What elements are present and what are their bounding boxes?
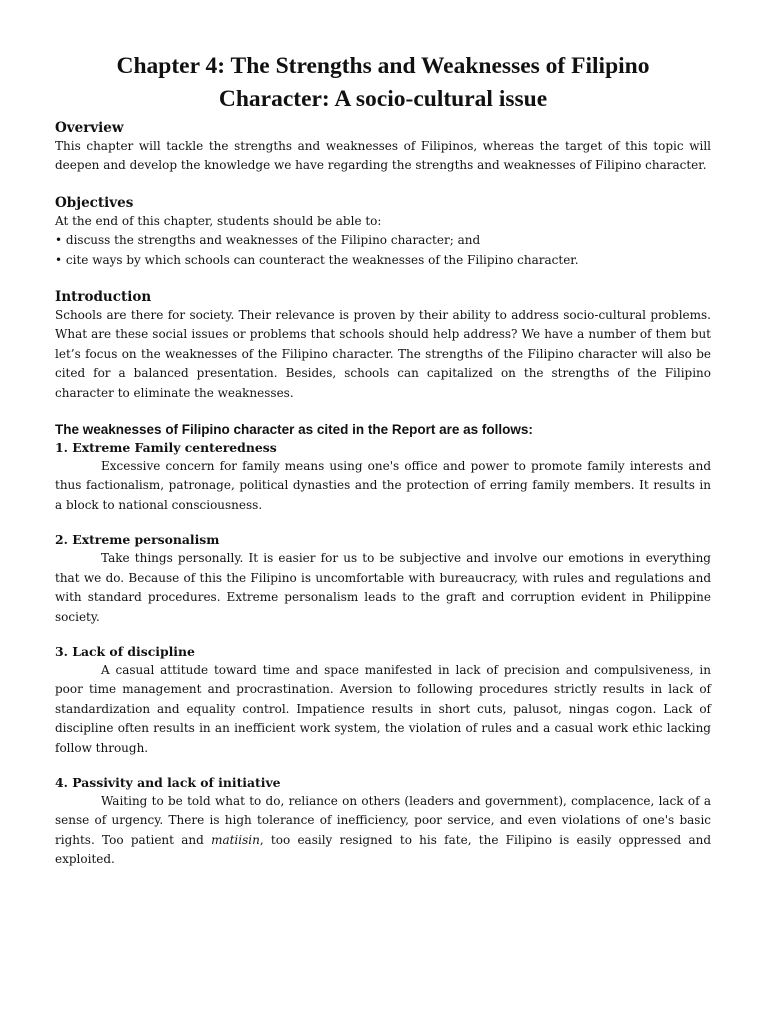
chapter-title [55,50,711,116]
weakness-text-part: , too easily resigned to his fate, the Filipino is easily oppressed and exploited. [55,832,712,867]
introduction-heading: Introduction [55,289,152,306]
introduction-text: Schools are there for society. Their relevance is proven by their ability to address socio-cultural problems. What are these social issues or problems that schools should help address? We have a number of them but let’s focus on the weaknesses of the Filipino character. The strengths of the Filipino character will also be cited for a balanced presentation. Besides, schools can capitalized on the strengths of the Filipino character to eliminate the weaknesses. [55,308,711,400]
weaknesses-heading: The weaknesses of Filipino character as cited in the Report are as follows: [55,422,533,438]
weakness-text: A casual attitude toward time and space manifested in lack of precision and compulsiveness, in poor time management and procrastination. Aversion to following procedures strictly results in lack of standardization and equality control. Impatience results in short cuts, palusot, ningas cogon. Lack of discipline often results in an inefficient work system, the violation of rules and a casual work ethic lacking follow through. [55,662,711,755]
weakness-title: 2. Extreme personalism [55,532,220,548]
overview-section [55,119,711,176]
objectives-heading: Objectives [55,194,134,211]
objective-item: • cite ways by which schools can counteract the weaknesses of the Filipino character. [55,252,579,267]
objectives-intro: At the end of this chapter, students should be able to: [55,213,382,228]
objectives-section [55,194,711,270]
weakness-text [55,792,711,870]
weakness-text: Take things personally. It is easier for us to be subjective and involve our emotions in everything that we do. Because of this the Filipino is uncomfortable with bureaucracy, with rules and regulations and with standard procedures. Extreme personalism leads to the graft and corruption evident in Philippine society. [55,551,711,624]
weakness-title: 1. Extreme Family centeredness [55,440,277,456]
document-page [55,50,711,870]
overview-heading: Overview [55,120,124,136]
weakness-text-part: Waiting to be told what to do, reliance on others (leaders and government), complacence, lack of a sense of urgency. There is high tolerance of inefficiency, poor service, and even violations of one's basic rights. Too patient and [55,793,711,847]
weakness-title: 4. Passivity and lack of initiative [55,774,281,790]
chapter-title-line-1: Chapter 4: The Strengths and Weaknesses of Filipino [116,53,650,79]
weakness-title: 3. Lack of discipline [55,643,195,659]
objective-item: • discuss the strengths and weaknesses of the Filipino character; and [55,233,481,248]
weakness-text: Excessive concern for family means using one's office and power to promote family interests and thus factionalism, patronage, political dynasties and the protection of erring family members. It results in a block to national consciousness. [55,459,711,512]
weakness-text-italic: matiisin [211,832,260,847]
weaknesses-section [55,420,711,870]
chapter-title-line-2: Character: A socio-cultural issue [218,86,548,112]
overview-text: This chapter will tackle the strengths and weaknesses of Filipinos, whereas the target of this topic will deepen and develop the knowledge we have regarding the strengths and weaknesses of Filipino character. [55,139,711,173]
introduction-section [55,288,711,403]
